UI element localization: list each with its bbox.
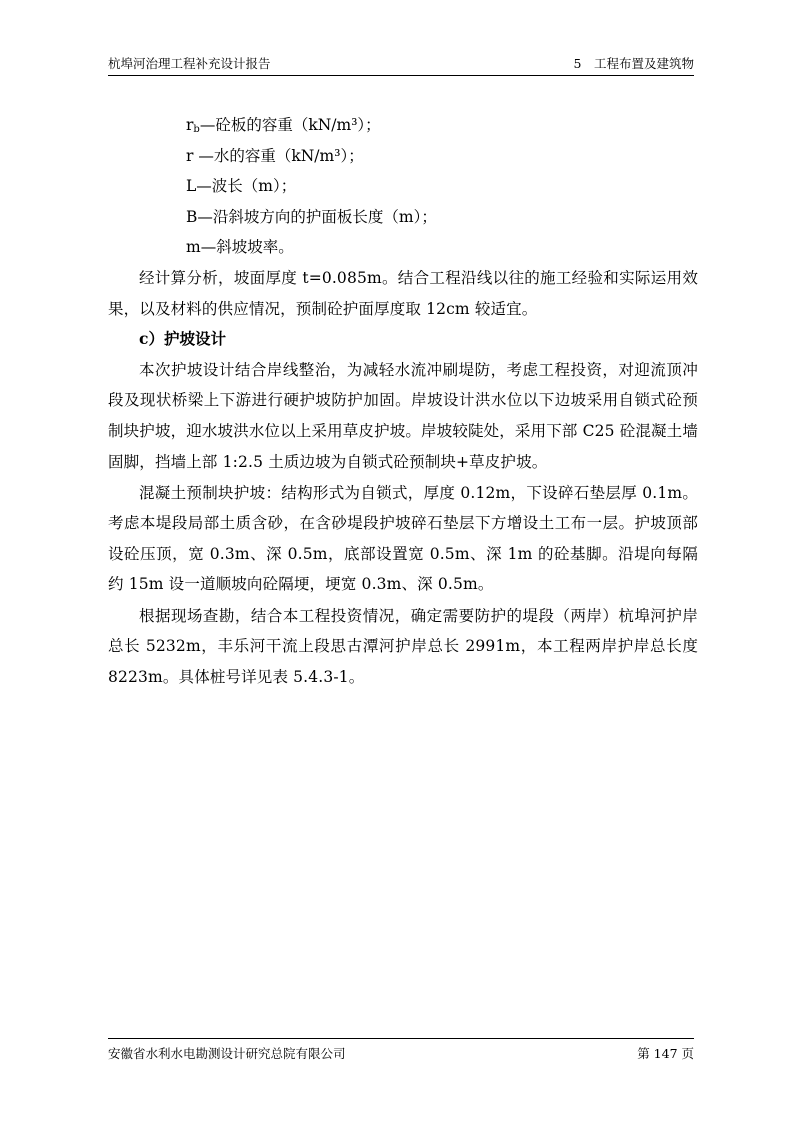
variable-description: —水的容重（kN/m³）； bbox=[193, 146, 364, 165]
variable-definition bbox=[108, 110, 698, 141]
variable-symbol: L bbox=[186, 177, 197, 196]
variable-description: —沿斜坡方向的护面板长度（m）； bbox=[197, 207, 437, 226]
variable-definition bbox=[108, 141, 698, 172]
section-heading-slope-protection: c）护坡设计 bbox=[139, 329, 226, 349]
paragraph-slope-design: 本次护坡设计结合岸线整治，为减轻水流冲刷堤防，考虑工程投资，对迎流顶冲段及现状桥梁上下游进行硬护坡防护加固。岸坡设计洪水位以下边坡采用自锁式砼预制块护坡，迎水坡洪水位以上采用草皮护坡。岸坡较陡处，采用下部 C25 砼混凝土墙固脚，挡墙上部 1:2.5 土质边坡为自锁式砼预制块+草皮护坡。 bbox=[108, 360, 698, 471]
variable-description: —波长（m）； bbox=[196, 177, 297, 196]
paragraph-total-length: 根据现场查勘，结合本工程投资情况，确定需要防护的堤段（两岸）杭埠河护岸总长 5232m，丰乐河干流上段思古潭河护岸总长 2991m，本工程两岸护岸总长度 8223m。具体桩号详见表 5.4.3-1。 bbox=[108, 606, 698, 686]
footer-company: 安徽省水利水电勘测设计研究总院有限公司 bbox=[108, 1046, 346, 1061]
variable-definition bbox=[108, 202, 698, 233]
header-report-title: 杭埠河治理工程补充设计报告 bbox=[108, 56, 271, 71]
variable-symbol: B bbox=[186, 207, 198, 226]
paragraph-precast-block: 混凝土预制块护坡：结构形式为自锁式，厚度 0.12m，下设碎石垫层厚 0.1m。考虑本堤段局部土质含砂，在含砂堤段护坡碎石垫层下方增设土工布一层。护坡顶部设砼压顶，宽 0.3m、深 0.5m，底部设置宽 0.5m、深 1m 的砼基脚。沿堤向每隔约 15m 设一道顺坡向砼隔埂，埂宽 0.3m、深 0.5m。 bbox=[108, 483, 698, 594]
header-chapter-title: 5 工程布置及建筑物 bbox=[573, 56, 694, 71]
page-header bbox=[108, 50, 694, 76]
variable-symbol: m bbox=[186, 238, 201, 257]
variable-definition bbox=[108, 232, 698, 263]
variable-definition bbox=[108, 171, 698, 202]
variable-description: —砼板的容重（kN/m³）； bbox=[199, 116, 381, 134]
variable-description: —斜坡坡率。 bbox=[200, 238, 294, 257]
footer-page-number: 第 147 页 bbox=[637, 1046, 694, 1061]
paragraph-thickness-analysis: 经计算分析，坡面厚度 t=0.085m。结合工程沿线以往的施工经验和实际运用效果，以及材料的供应情况，预制砼护面厚度取 12cm 较适宜。 bbox=[108, 268, 698, 318]
page-footer bbox=[108, 1038, 694, 1062]
variable-symbol: r bbox=[186, 146, 194, 165]
page-body bbox=[108, 110, 698, 692]
variable-subscript: b bbox=[193, 124, 200, 135]
variable-symbol: r bbox=[186, 116, 194, 134]
